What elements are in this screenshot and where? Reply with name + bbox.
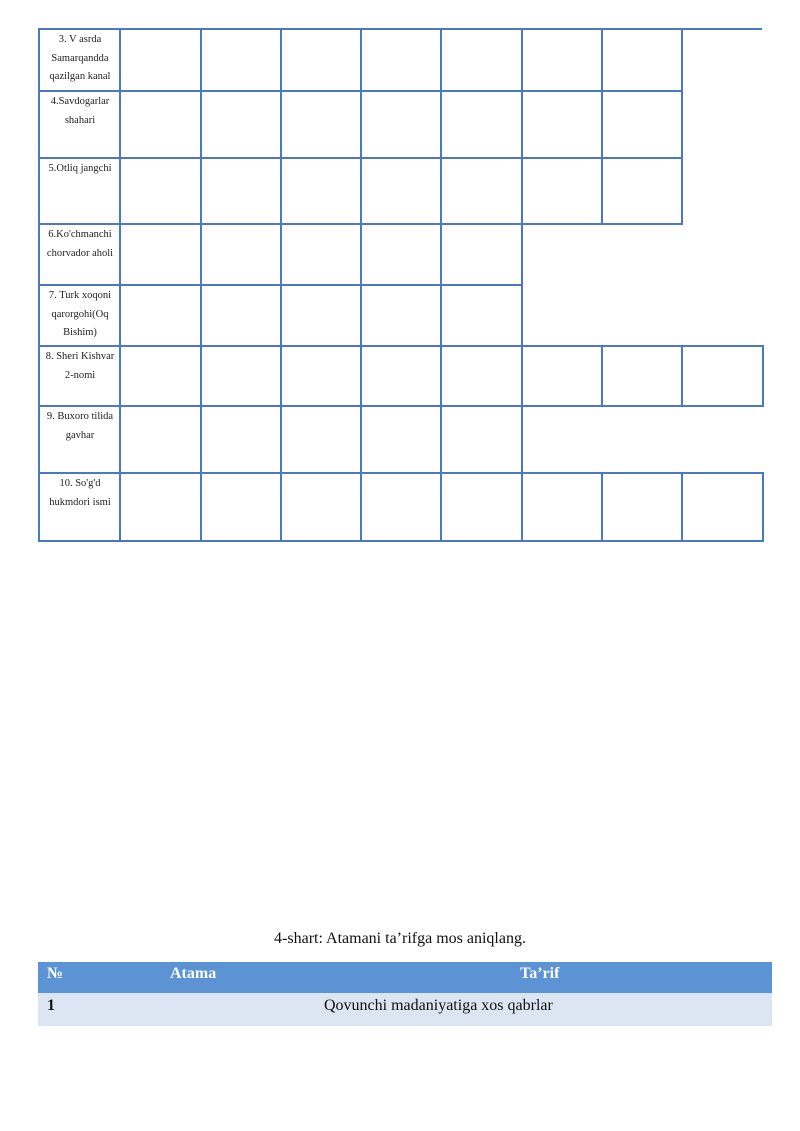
grid-line-vertical bbox=[521, 405, 523, 474]
crossword-clue: 3. V asrda Samarqandda qazilgan kanal bbox=[49, 34, 111, 82]
grid-line-vertical bbox=[762, 345, 764, 407]
crossword-cell[interactable] bbox=[442, 347, 521, 405]
crossword-cell[interactable] bbox=[442, 159, 521, 223]
crossword-cell[interactable] bbox=[523, 159, 601, 223]
crossword-cell[interactable] bbox=[442, 225, 521, 284]
grid-line-vertical bbox=[521, 284, 523, 347]
crossword-cell[interactable] bbox=[121, 225, 200, 284]
crossword-cell[interactable] bbox=[442, 407, 521, 472]
crossword-cell[interactable] bbox=[603, 347, 681, 405]
grid-line-vertical bbox=[521, 223, 523, 286]
crossword-cell[interactable] bbox=[603, 92, 681, 157]
crossword-cell[interactable] bbox=[121, 286, 200, 345]
crossword-cell[interactable] bbox=[523, 347, 601, 405]
crossword-cell[interactable] bbox=[362, 286, 440, 345]
crossword-cell[interactable] bbox=[442, 92, 521, 157]
crossword-cell[interactable] bbox=[282, 474, 360, 540]
crossword-cell[interactable] bbox=[282, 92, 360, 157]
task-caption: 4-shart: Atamani ta’rifga mos aniqlang. bbox=[274, 930, 526, 947]
crossword-cell[interactable] bbox=[442, 474, 521, 540]
crossword-cell[interactable] bbox=[523, 92, 601, 157]
crossword-cell[interactable] bbox=[282, 286, 360, 345]
grid-line-vertical bbox=[681, 157, 683, 225]
header-definition: Ta’rif bbox=[520, 965, 560, 982]
grid-line-vertical bbox=[38, 90, 40, 159]
grid-line-vertical bbox=[762, 472, 764, 542]
grid-line-vertical bbox=[38, 472, 40, 542]
grid-line-vertical bbox=[681, 28, 683, 92]
crossword-cell[interactable] bbox=[282, 407, 360, 472]
grid-line-vertical bbox=[38, 345, 40, 407]
crossword-cell[interactable] bbox=[523, 474, 601, 540]
crossword-cell[interactable] bbox=[683, 474, 762, 540]
header-number: № bbox=[47, 965, 64, 982]
grid-line-vertical bbox=[681, 90, 683, 159]
crossword-cell[interactable] bbox=[282, 159, 360, 223]
crossword-cell[interactable] bbox=[202, 286, 280, 345]
crossword-cell[interactable] bbox=[121, 159, 200, 223]
crossword-cell[interactable] bbox=[683, 347, 762, 405]
crossword-clue: 6.Ko'chmanchi chorvador aholi bbox=[46, 229, 114, 259]
table-row bbox=[38, 993, 772, 1026]
crossword-clue: 9. Buxoro tilida gavhar bbox=[46, 411, 114, 441]
crossword-cell[interactable] bbox=[121, 347, 200, 405]
crossword-cell[interactable] bbox=[282, 30, 360, 90]
grid-line-vertical bbox=[38, 405, 40, 474]
grid-line-horizontal bbox=[38, 540, 762, 542]
crossword-cell[interactable] bbox=[362, 474, 440, 540]
crossword-cell[interactable] bbox=[202, 347, 280, 405]
crossword-cell[interactable] bbox=[362, 347, 440, 405]
crossword-clue: 4.Savdogarlar shahari bbox=[50, 96, 110, 126]
crossword-cell[interactable] bbox=[603, 474, 681, 540]
crossword-cell[interactable] bbox=[362, 407, 440, 472]
crossword-cell[interactable] bbox=[121, 474, 200, 540]
crossword-cell[interactable] bbox=[121, 407, 200, 472]
crossword-cell[interactable] bbox=[362, 92, 440, 157]
crossword-cell[interactable] bbox=[202, 159, 280, 223]
crossword-cell[interactable] bbox=[523, 30, 601, 90]
crossword-cell[interactable] bbox=[121, 30, 200, 90]
crossword-cell[interactable] bbox=[202, 92, 280, 157]
crossword-cell[interactable] bbox=[362, 30, 440, 90]
crossword-clue: 7. Turk xoqoni qarorgohi(Oq Bishim) bbox=[48, 290, 112, 338]
grid-line-vertical bbox=[38, 28, 40, 92]
crossword-cell[interactable] bbox=[282, 347, 360, 405]
row-definition: Qovunchi madaniyatiga xos qabrlar bbox=[324, 997, 553, 1014]
crossword-cell[interactable] bbox=[202, 407, 280, 472]
grid-line-horizontal bbox=[601, 28, 762, 30]
crossword-cell[interactable] bbox=[202, 225, 280, 284]
table-header-row bbox=[38, 962, 772, 993]
crossword-cell[interactable] bbox=[362, 159, 440, 223]
crossword-cell[interactable] bbox=[282, 225, 360, 284]
crossword-cell[interactable] bbox=[202, 30, 280, 90]
crossword-cell[interactable] bbox=[603, 30, 681, 90]
grid-line-vertical bbox=[38, 223, 40, 286]
crossword-cell[interactable] bbox=[121, 92, 200, 157]
crossword-clue: 8. Sheri Kishvar 2-nomi bbox=[45, 351, 115, 381]
crossword-cell[interactable] bbox=[362, 225, 440, 284]
crossword-clue: 5.Otliq jangchi bbox=[48, 163, 112, 174]
grid-line-vertical bbox=[38, 284, 40, 347]
header-term: Atama bbox=[170, 965, 217, 982]
crossword-cell[interactable] bbox=[442, 286, 521, 345]
crossword-cell[interactable] bbox=[603, 159, 681, 223]
crossword-cell[interactable] bbox=[442, 30, 521, 90]
row-number: 1 bbox=[47, 997, 55, 1014]
crossword-clue: 10. So'g'd hukmdori ismi bbox=[49, 478, 111, 508]
grid-line-vertical bbox=[38, 157, 40, 225]
crossword-cell[interactable] bbox=[202, 474, 280, 540]
